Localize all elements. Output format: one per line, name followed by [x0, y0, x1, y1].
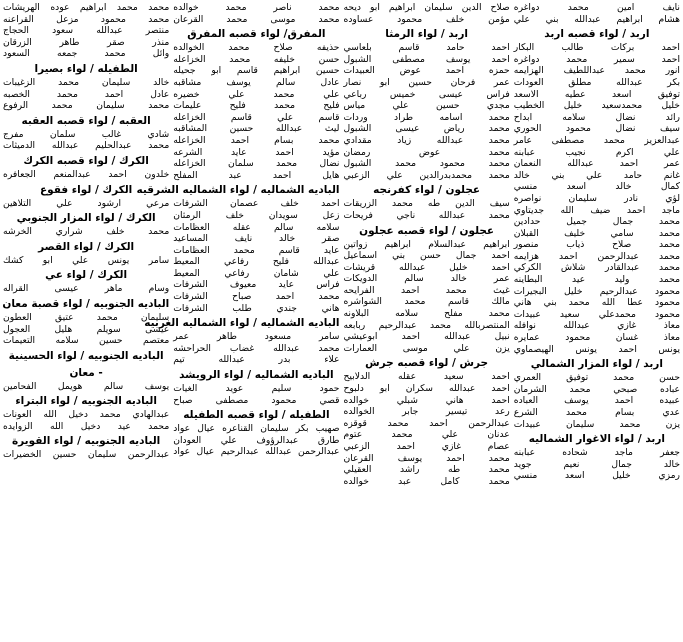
- candidate-name: عبدالرحمن عبدالله عبدالرحيم عيال عواد: [173, 446, 340, 458]
- candidate-name: محمد محمد ابراهيم عوده الهريشات: [3, 2, 170, 13]
- candidate-name: رائد نضال سلامه ابداح: [513, 111, 680, 123]
- candidate-name: وائل محمد جمعه السعود: [3, 48, 170, 60]
- candidate-name: محمد وليد عيد البطاينه: [513, 274, 680, 286]
- candidate-name: مؤيد احمد عايد الشرعه: [173, 146, 340, 158]
- candidate-name: ماجد احمد ضيف الله جديتاوي: [513, 204, 680, 216]
- district-heading: اربد / لواء الرمثا: [385, 28, 468, 41]
- candidate-name: عادل سالم يوسف مشاقبه: [173, 76, 340, 88]
- candidate-name: صلاح الدين سليمان ابراهيم ابو ديحه: [343, 2, 510, 13]
- district-heading: الباديه الشماليه / لواء الرويشد: [179, 369, 334, 382]
- candidate-name: قصي محمود مصطفى صباح: [173, 394, 340, 406]
- district-section: [514, 430, 680, 482]
- candidate-name: محمد رياض عيسى الشبول: [343, 123, 510, 135]
- district-heading: المفرق/ لواء قصبه المفرق: [187, 28, 326, 41]
- district-heading: الباديه الجنوبيه / لواء البتراء: [15, 395, 157, 408]
- candidate-name: محمد صلاح ذياب منصور: [513, 239, 680, 251]
- candidate-name: هشام ابراهيم عبدالله بني علي: [513, 13, 680, 25]
- candidate-name: توفيق اسعد عطيه الاسعد: [513, 88, 680, 100]
- candidate-name: عبيده احمد يوسف العباده: [513, 395, 680, 407]
- district-section: [514, 355, 680, 430]
- candidate-name: المنتصربالله محمد عبدالرحيم ربابعه: [343, 319, 510, 331]
- candidate-name: محمد جمال جميل حدادين: [513, 216, 680, 228]
- candidate-name: عادل احمد محمد الخصبه: [3, 88, 170, 100]
- candidate-name: سيف الدين طه محمد الزريقات: [343, 198, 510, 210]
- candidate-name: معاذ غسان محمود عمايره: [513, 332, 680, 344]
- district-heading: الكرك / لواء عي: [45, 269, 128, 282]
- candidate-name: يزن محمد سليمان عبيدات: [513, 418, 680, 430]
- candidate-name: نايف امين محمد دواغره: [513, 2, 680, 13]
- column-4: [3, 2, 169, 640]
- district-heading: عجلون / لواء كفرنجه: [373, 184, 481, 197]
- district-heading: العقبه / لواء قصبه العقبه: [21, 114, 151, 127]
- district-section: [3, 347, 169, 364]
- candidate-name: بكر عبدالله مطلق العودات: [513, 76, 680, 88]
- candidate-name: نضال محمد سلمان الخزاعله: [173, 158, 340, 170]
- district-heading: اربد / لواء قصبه اربد: [544, 28, 650, 41]
- candidate-name: محمد احمد يوسف القرعان: [343, 452, 510, 464]
- candidate-name: علاء بدر عبدالله تيم: [173, 354, 340, 366]
- district-section: [344, 25, 510, 181]
- candidate-name: عدي بسام محمد الشرع: [513, 407, 680, 418]
- candidate-name: وسام ماهر عيسى القراله: [3, 283, 170, 295]
- candidate-name: احمد عبدالله سكران ابو دلبوح: [343, 383, 510, 395]
- candidate-name: محمد عبدالله غضاب الحراحشه: [173, 342, 340, 354]
- candidate-name: محمد خلف شراري الخرشه: [3, 226, 170, 238]
- candidate-name: خلدون احمد عبدالمنعم الجعافره: [3, 168, 170, 180]
- district-section: [3, 112, 169, 152]
- candidate-name: حمود سليم عويد الغيات: [173, 383, 340, 395]
- district-section: [344, 222, 510, 355]
- candidate-name: عبدالهادي محمد دخيل الله العونات: [3, 409, 170, 421]
- candidate-name: صقر خالد نايف المساعيد: [173, 233, 340, 245]
- candidate-name: لؤي نادر سليمان نواصره: [513, 192, 680, 204]
- candidate-name: محمد كامل عبد خوالده: [343, 475, 510, 487]
- candidate-name: نبيل عبدالله احمد ابوعيشي: [343, 331, 510, 343]
- candidate-name: كمال خالد اسعد منسي: [513, 181, 680, 193]
- candidate-name: محمد عبدالقادر شلاش الكركي: [513, 262, 680, 274]
- district-section: [344, 181, 510, 221]
- candidate-name: خالد سليمان محمد الزغيبات: [3, 76, 170, 88]
- candidate-name: حمزه احمد عوض العبيدات: [343, 65, 510, 77]
- candidate-name: محمد عيد دخيل الله الزوايده: [3, 420, 170, 432]
- district-section: [344, 354, 510, 487]
- candidate-name: احمد يوسف مصطفى الشبول: [343, 53, 510, 65]
- candidate-name: محمد عبدالله ناجي فريحات: [343, 209, 510, 221]
- district-heading: اربد / لواء المزار الشمالي: [530, 358, 663, 371]
- candidate-name: يونس احمد يونس الهيصماوي: [513, 343, 680, 355]
- candidate-name: زعل سويدان خلف الرمثان: [173, 209, 340, 221]
- candidate-name: محمد عبدالحليم عبدالله الدميثات: [3, 140, 170, 152]
- candidate-name: محمد عبدالله زياد مقدادي: [343, 134, 510, 146]
- candidate-name: شادي غالب سلمان مفرج: [3, 128, 170, 140]
- column-3: [136, 2, 340, 640]
- candidate-name: مرعي ارشود علي التلاهين: [3, 197, 170, 209]
- district-section: [3, 152, 169, 181]
- district-heading: الباديه الجنوبيه / لواء الحسينية: [8, 349, 164, 362]
- candidate-name: قاسم علي قاسم الخزاعله: [173, 111, 340, 123]
- candidate-name: عدنان علي محمد عتوم: [343, 429, 510, 441]
- district-heading: الكرك / لواء المزار الجنوبي: [16, 212, 156, 225]
- candidate-name: محمد عبدالرحمن احمد هزايمه: [513, 250, 680, 262]
- candidate-name: محمد محمود مزعل القراعنه: [3, 13, 170, 25]
- candidate-name: محمد مفلح سلامه البلاونه: [343, 308, 510, 320]
- candidate-name: علي اكرم نجيب عبابنه: [513, 146, 680, 158]
- candidate-name: انور محمد عبداللطيف الهزايمه: [513, 65, 680, 77]
- candidate-name: عبدالله فليح رفاعي المعيط: [173, 256, 340, 268]
- candidate-name: محمد بسام احمد الخزاعله: [173, 134, 340, 146]
- column-1: [514, 2, 680, 640]
- candidate-name: طارق عبدالرؤوف علي العودان: [173, 434, 340, 446]
- district-heading: عجلون / لواء قصبه عجلون: [359, 224, 495, 237]
- district-heading: الكرك / لواء فقوع: [39, 183, 133, 196]
- district-section: [136, 181, 340, 314]
- district-heading: جرش / لواء قصبه جرش: [365, 357, 489, 370]
- district-heading: الباديه الشماليه / لواء الشماليه الشرقيه: [136, 184, 340, 197]
- district-section: [3, 432, 169, 461]
- district-section: [144, 314, 340, 366]
- district-heading: الكرك / لواء القصر: [38, 240, 135, 253]
- candidate-name: محمد ناصر محمد خوالده: [173, 2, 340, 13]
- candidate-name: محمد موسى محمد القرعان: [173, 13, 340, 25]
- candidate-name: عبدالرحمن سليمان حسين الخضيرات: [3, 449, 170, 461]
- district-section: [3, 266, 169, 295]
- candidate-name: سامر مسعود طاهر عمر: [173, 331, 340, 343]
- district-heading: اربد / لواء الاغوار الشماليه: [528, 433, 665, 446]
- district-section: [3, 2, 169, 60]
- candidate-name: سلامه سالم عقله العظامات: [173, 221, 340, 233]
- candidate-name: معاذ غازي عبدالله نوافله: [513, 320, 680, 332]
- candidate-name: محمد احمد صباح الشرفات: [173, 291, 340, 303]
- candidate-name: سامر يونس علي ابو كشك: [3, 254, 170, 266]
- candidate-name: محمد محمدبدرالدين علي الزعبي: [343, 169, 510, 181]
- candidate-name: احمد خليل عبدالله قريشات: [343, 261, 510, 273]
- candidate-name: غيث محمد احمد الفرايحه: [343, 284, 510, 296]
- candidate-name: ليث عبدالله حسين المشاقبه: [173, 123, 340, 135]
- district-section: [3, 181, 169, 210]
- candidate-name: حذيفه صلاح محمد الخوالده: [173, 42, 340, 54]
- candidate-name: احمد خلف عصمان الشرفات: [173, 198, 340, 210]
- district-section: [173, 406, 339, 458]
- candidate-name: حسن خليفه محمد الخزاعله: [173, 53, 340, 65]
- candidate-name: عمر احمد عبدالله النعمان: [513, 158, 680, 170]
- candidate-name: هايل احمد عبد المفلح: [173, 169, 340, 181]
- candidate-name: عصام غازي احمد الزعبي: [343, 441, 510, 452]
- district-section: [344, 2, 510, 25]
- candidate-name: محمود عطا الله محمد بني هاني: [513, 297, 680, 309]
- candidate-name: محمود عبدالرحيم خليل البجيرات: [513, 285, 680, 297]
- district-section: [173, 2, 339, 25]
- candidate-name: محمود محمدعلي سعيد عبيدات: [513, 308, 680, 320]
- candidate-name: عمر خالد سالم الدويكات: [343, 273, 510, 285]
- district-heading: الكرك / لواء قصبه الكرك: [23, 154, 149, 167]
- district-section: [3, 209, 169, 238]
- district-heading: الباديه الجنوبيه / لواء قصبة معان: [2, 297, 170, 310]
- candidate-name: يوسف سالم هويمل الفحامين: [3, 380, 170, 392]
- candidate-name: حسين ابراهيم قاسم ابو جحيله: [173, 65, 340, 77]
- candidate-name: فليح محمد فليح عليمات: [173, 100, 340, 112]
- district-heading: - معان: [69, 366, 103, 379]
- candidate-name: صهيب بكر سليمان القناعره عيال عواد: [173, 423, 340, 435]
- candidate-name: منتصر عبدالله سعود الحجاج: [3, 25, 170, 37]
- district-section: [3, 392, 169, 432]
- candidate-name: محمد محمود محمد الشبول: [343, 158, 510, 170]
- candidate-name: عبدالرحمن احمد محمد قوقزه: [343, 417, 510, 429]
- candidate-name: مجدي حسين علي مياس: [343, 100, 510, 112]
- district-section: [3, 364, 169, 393]
- district-section: [3, 295, 169, 347]
- candidate-name: ابراهيم عبدالسلام ابراهيم زواتين: [343, 238, 510, 250]
- candidate-name: فراس عايد معيوف الشرفات: [173, 279, 340, 291]
- candidate-name: خليل محمدسعيد خليل الخطيب: [513, 100, 680, 112]
- district-section: [173, 25, 339, 181]
- candidate-name: فراس عيسى خميس رباعي: [343, 88, 510, 100]
- candidate-name: منذر صقر طاهر الزرقان: [3, 36, 170, 48]
- district-section: [514, 2, 680, 25]
- candidate-name: معتصم حسين سلامه التعيمات: [3, 335, 170, 347]
- district-section: [514, 25, 680, 355]
- candidate-name: احمد بركات طالب البكار: [513, 42, 680, 54]
- candidate-name: مؤمن خلف محمود عساوده: [343, 13, 510, 25]
- candidate-name: احمد جمال حسن بني اسماعيل: [343, 250, 510, 262]
- candidate-name: احمد سعيد عقله الدلابيح: [343, 371, 510, 383]
- candidate-name: خالد جمال نعيم جويد: [513, 458, 680, 470]
- candidate-name: عيسى سويلم هليل العجول: [3, 323, 170, 335]
- candidate-name: يزن علي موسى العمارات: [343, 342, 510, 354]
- candidate-name: محمد طه راشد العقيلي: [343, 464, 510, 476]
- district-section: [3, 60, 169, 112]
- candidate-name: احمد سمير محمد دواغره: [513, 53, 680, 65]
- candidate-name: احمد هاني شبلي خوالده: [343, 394, 510, 406]
- candidate-name: عايد قاسم محمد العظامات: [173, 244, 340, 256]
- candidate-name: محمد عوض رمضان: [343, 146, 510, 158]
- district-heading: الطفيله / لواء بصيرا: [34, 62, 138, 75]
- candidate-name: احمد حامد قاسم بلعاسي: [343, 42, 510, 54]
- candidate-name: محمد اسامه طراد وردات: [343, 111, 510, 123]
- candidate-name: رعد تيسير جابر الخوالده: [343, 406, 510, 418]
- candidate-name: محمد سليمان محمد الرفوع: [3, 100, 170, 112]
- district-heading: الباديه الجنوبيه / لواء القويرة: [11, 435, 161, 448]
- candidate-name: عمر فرحان حسين ابو نصار: [343, 76, 510, 88]
- candidate-name: جعفر ماجد شحاده عبابنه: [513, 447, 680, 459]
- district-section: [173, 366, 339, 406]
- candidate-name: رمزي خليل اسعد منسي: [513, 470, 680, 482]
- district-heading: الطفيله / لواء قصبه الطفيله: [183, 409, 330, 422]
- district-section: [3, 238, 169, 267]
- district-heading: الباديه الشماليه / لواء الشماليه الغربيه: [144, 317, 340, 330]
- candidate-name: حسن محمد توفيق العمري: [513, 372, 680, 384]
- candidate-name: عباده صبحي محمد الشرمان: [513, 383, 680, 395]
- candidate-name: هاني جندي طلب الشرفات: [173, 302, 340, 314]
- candidate-name: سليمان محمد عتيق العطون: [3, 311, 170, 323]
- candidate-name: سيف نضال محمود الحوري: [513, 123, 680, 135]
- candidate-name: مالك قاسم محمد الشواشره: [343, 296, 510, 308]
- candidate-name: علي محمد علي خضيره: [173, 88, 340, 100]
- column-2: [344, 2, 510, 640]
- candidate-name: عبدالعزيز محمد مصطفى عامر: [513, 134, 680, 146]
- candidate-name: علي شامان رفاعي المعيط: [173, 267, 340, 279]
- candidate-name: غانم حامد علي بني خالد: [513, 169, 680, 181]
- candidate-name: محمد سامي خليف القبلان: [513, 227, 680, 239]
